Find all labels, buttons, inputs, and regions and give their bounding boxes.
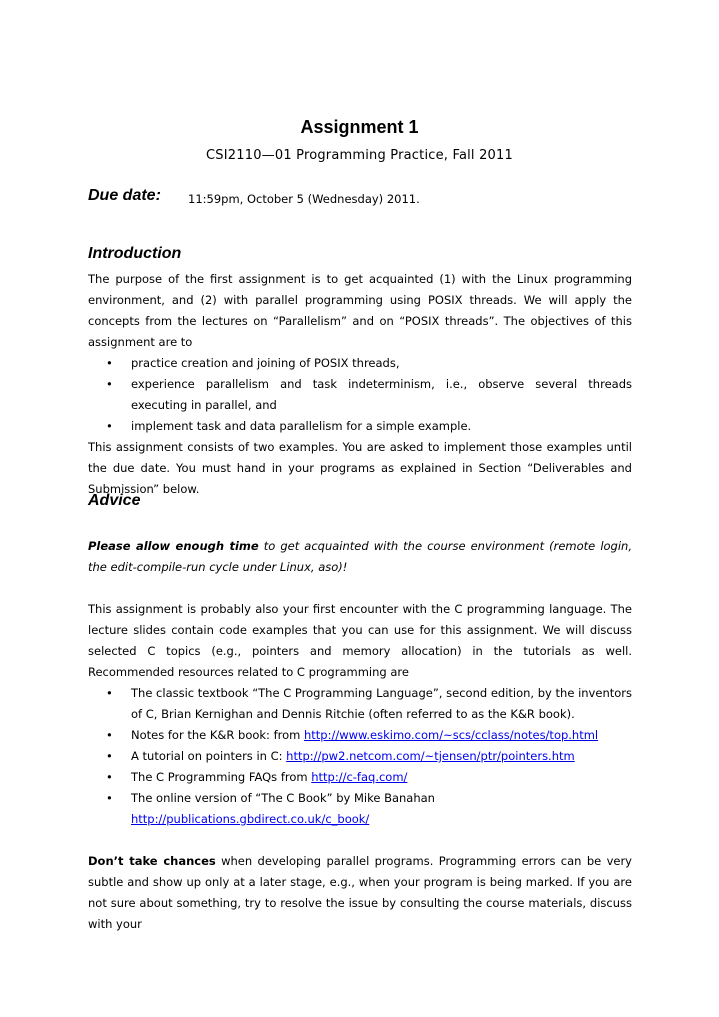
resources-list [88, 683, 632, 830]
introduction-paragraph: The purpose of the first assignment is to get acquainted (1) with the Linux programming environment, and (2) with parallel programming using POSIX threads. We will apply the concepts from the lectures on “Parallelism” and on “POSIX threads”. The objectives of this assignment are to [88, 272, 632, 349]
bullet-icon: • [106, 749, 113, 763]
bullet-icon: • [106, 770, 113, 784]
bullet-icon: • [106, 377, 113, 391]
list-item [88, 725, 632, 746]
bullet-icon: • [106, 419, 113, 433]
allow-time-emphasis: Please allow enough time [88, 539, 259, 553]
page-title: Assignment 1 [300, 117, 419, 137]
allow-time-paragraph [88, 536, 632, 578]
advice-heading: Advice [88, 492, 141, 509]
bullet-icon: • [106, 356, 113, 370]
course-subtitle: CSI2110—01 Programming Practice, Fall 2011 [206, 148, 513, 163]
due-date-label: Due date: [88, 187, 161, 204]
pointers-tutorial-link[interactable]: http://pw2.netcom.com/~tjensen/ptr/pointers.htm [286, 749, 575, 763]
kr-notes-link[interactable]: http://www.eskimo.com/~scs/cclass/notes/top.html [304, 728, 599, 742]
allow-time-text: to get acquainted with the course environment (remote login, the edit-compile-run cycle under Linux, aso)! [88, 539, 632, 574]
list-item [88, 767, 632, 788]
introduction-heading: Introduction [88, 245, 182, 262]
dont-take-chances-paragraph [88, 851, 632, 935]
c-language-paragraph: This assignment is probably also your first encounter with the C programming language. The lecture slides contain code examples that you can use for this assignment. We will discuss selected C topics (e.g., pointers and memory allocation) in the tutorials as well. Recommended resources related to C programming are [88, 602, 632, 679]
list-item-text: implement task and data parallelism for a simple example. [131, 419, 472, 433]
advice-section [88, 536, 632, 935]
list-item-text: The online version of “The C Book” by Mike Banahan [131, 791, 435, 805]
c-faq-link[interactable]: http://c-faq.com/ [311, 770, 408, 784]
dont-take-chances-emphasis: Don’t take chances [88, 854, 216, 868]
introduction-section [88, 269, 632, 500]
bullet-icon: • [106, 686, 113, 700]
list-item-text: Notes for the K&R book: from [131, 728, 304, 742]
list-item-text: The C Programming FAQs from [131, 770, 312, 784]
list-item-text: practice creation and joining of POSIX threads, [131, 356, 400, 370]
list-item [88, 788, 632, 830]
bullet-icon: • [106, 728, 113, 742]
list-item-text: A tutorial on pointers in C: [131, 749, 287, 763]
list-item-text: experience parallelism and task indeterminism, i.e., observe several threads executing in parallel, and [131, 377, 632, 412]
list-item [88, 416, 632, 437]
list-item [88, 746, 632, 767]
bullet-icon: • [106, 791, 113, 805]
list-item [88, 374, 632, 416]
assignment-overview-paragraph: This assignment consists of two examples. You are asked to implement those examples until the due date. You must hand in your programs as explained in Section “Deliverables and Submission” below. [88, 440, 632, 496]
list-item-text: The classic textbook “The C Programming Language”, second edition, by the inventors of C, Brian Kernighan and Dennis Ritchie (often referred to as the K&R book). [131, 686, 632, 721]
due-date-value: 11:59pm, October 5 (Wednesday) 2011. [188, 192, 420, 206]
dont-take-chances-text: when developing parallel programs. Programming errors can be very subtle and show up only at a later stage, e.g., when your program is being marked. If you are not sure about something, try to resolve the issue by consulting the course materials, discuss with your [88, 854, 632, 931]
c-book-link[interactable]: http://publications.gbdirect.co.uk/c_book/ [131, 812, 370, 826]
list-item [88, 683, 632, 725]
list-item [88, 353, 632, 374]
objectives-list [88, 353, 632, 437]
